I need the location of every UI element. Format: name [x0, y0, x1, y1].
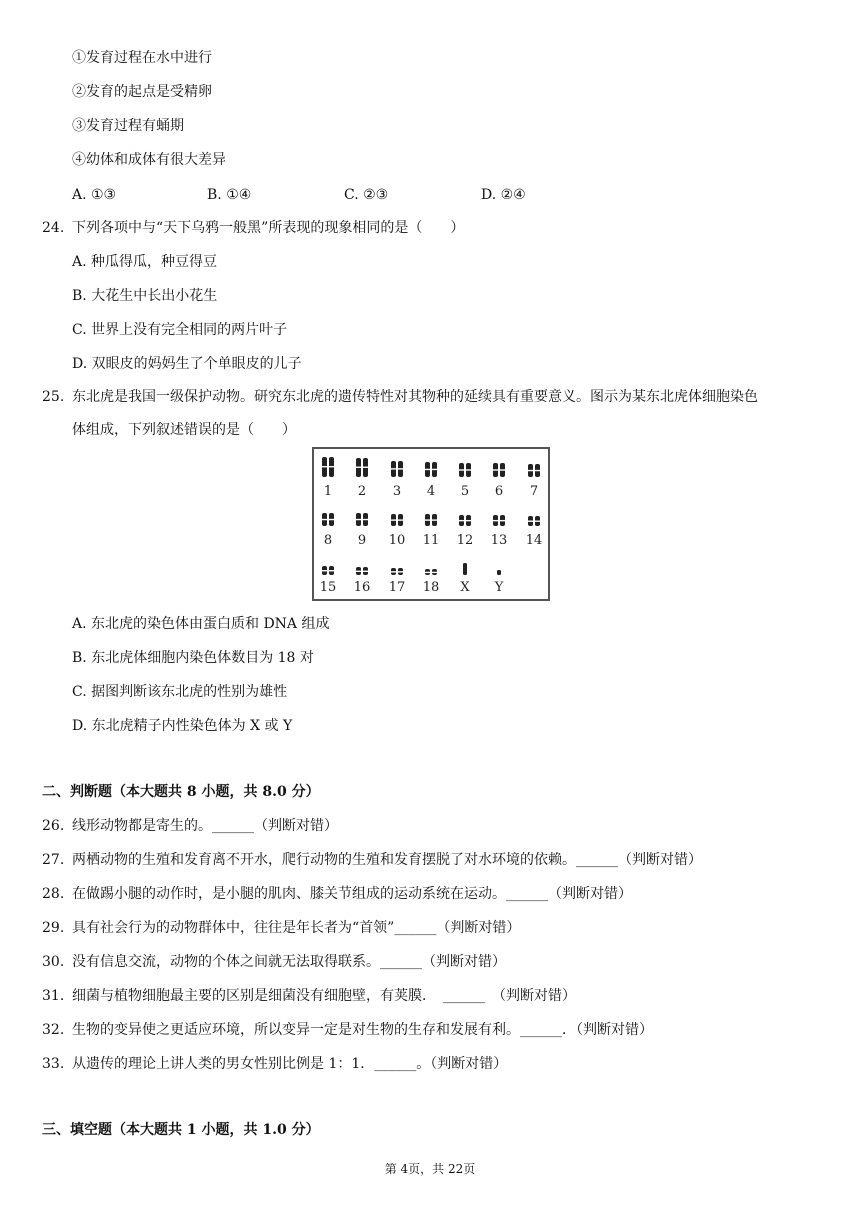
chromosome-label-10: 10 [388, 533, 406, 548]
q23-option-c: C. ②③ [344, 187, 389, 203]
q23-option-b: B. ①④ [207, 187, 252, 203]
q23-statement-3: ③发育过程有蛹期 [72, 118, 184, 134]
q23-statement-1: ①发育过程在水中进行 [72, 50, 212, 66]
q26-text: 线形动物都是寄生的。______（判断对错） [72, 818, 338, 834]
chromosome-label-3: 3 [392, 484, 402, 499]
q24-option-a: A. 种瓜得瓜，种豆得豆 [72, 254, 218, 270]
section-2-heading: 二、判断题（本大题共 8 小题，共 8.0 分） [42, 784, 320, 800]
chromosome-label-7: 7 [529, 484, 539, 499]
q23-statement-4: ④幼体和成体有很大差异 [72, 152, 226, 168]
q33-text: 从遗传的理论上讲人类的男女性别比例是 1：1．______。（判断对错） [72, 1056, 508, 1072]
chromosome-pair-10 [391, 514, 403, 526]
chromosome-pair-12 [459, 515, 471, 526]
q31-text: 细菌与植物细胞最主要的区别是细菌没有细胞壁，有荚膜． ______ （判断对错） [72, 988, 576, 1004]
page-footer: 第 4页，共 22页 [384, 1162, 476, 1176]
chromosome-pair-3 [391, 461, 403, 477]
q26-number: 26. [42, 818, 65, 834]
chromosome-label-12: 12 [456, 533, 474, 548]
chromosome-label-14: 14 [525, 533, 543, 548]
q32-text: 生物的变异使之更适应环境，所以变异一定是对生物的生存和发展有利。______．（判断对错） [72, 1022, 653, 1038]
q24-option-c: C. 世界上没有完全相同的两片叶子 [72, 322, 288, 338]
chromosome-pair-2 [356, 458, 368, 477]
chromosome-pair-7 [528, 464, 540, 477]
chromosome-label-13: 13 [490, 533, 508, 548]
q24-stem: 下列各项中与“天下乌鸦一般黑”所表现的现象相同的是（ ） [72, 220, 465, 236]
chromosome-pair-8 [322, 513, 334, 526]
q28-number: 28. [42, 886, 65, 902]
q33-number: 33. [42, 1056, 65, 1072]
karyotype-diagram [314, 449, 548, 599]
q25-stem-line1: 东北虎是我国一级保护动物。研究东北虎的遗传特性对其物种的延续具有重要意义。图示为某东北虎体细胞染色 [72, 389, 758, 405]
q27-number: 27. [42, 852, 65, 868]
q31-number: 31. [42, 988, 65, 1004]
chromosome-pair-16 [356, 567, 368, 575]
chromosome-label-11: 11 [422, 533, 440, 548]
q29-number: 29. [42, 920, 65, 936]
chromosome-pair-13 [493, 515, 505, 526]
chromosome-pair-1 [322, 457, 334, 477]
q25-option-c: C. 据图判断该东北虎的性别为雄性 [72, 684, 288, 700]
q30-text: 没有信息交流，动物的个体之间就无法取得联系。______（判断对错） [72, 954, 506, 970]
q24-option-b: B. 大花生中长出小花生 [72, 288, 218, 304]
chromosome-pair-y [497, 570, 501, 575]
q24-number: 24. [42, 220, 65, 236]
q25-stem-line2: 体组成，下列叙述错误的是（ ） [72, 422, 296, 438]
q25-number: 25. [42, 389, 65, 405]
q24-option-d: D. 双眼皮的妈妈生了个单眼皮的儿子 [72, 356, 302, 372]
chromosome-label-2: 2 [357, 484, 367, 499]
chromosome-label-5: 5 [460, 484, 470, 499]
q28-text: 在做踢小腿的动作时，是小腿的肌肉、膝关节组成的运动系统在运动。______（判断对错） [72, 886, 632, 902]
q23-statement-2: ②发育的起点是受精卵 [72, 84, 212, 100]
chromosome-label-6: 6 [494, 484, 504, 499]
chromosome-label-x: X [460, 580, 470, 595]
chromosome-pair-9 [356, 513, 368, 526]
chromosome-pair-x [463, 563, 467, 575]
chromosome-label-9: 9 [357, 533, 367, 548]
chromosome-pair-15 [322, 566, 334, 575]
karyotype-figure [312, 447, 550, 601]
section-3-heading: 三、填空题（本大题共 1 小题，共 1.0 分） [42, 1122, 320, 1138]
chromosome-label-8: 8 [323, 533, 333, 548]
chromosome-label-y: Y [494, 580, 504, 595]
chromosome-pair-5 [459, 463, 471, 477]
chromosome-pair-17 [391, 568, 403, 575]
chromosome-label-15: 15 [319, 580, 337, 595]
q32-number: 32. [42, 1022, 65, 1038]
chromosome-label-4: 4 [426, 484, 436, 499]
q29-text: 具有社会行为的动物群体中，往往是年长者为“首领”______（判断对错） [72, 920, 521, 936]
q27-text: 两栖动物的生殖和发育离不开水，爬行动物的生殖和发育摆脱了对水环境的依赖。______（判断对错） [72, 852, 702, 868]
chromosome-pair-6 [493, 463, 505, 477]
q23-option-d: D. ②④ [481, 187, 526, 203]
chromosome-label-1: 1 [323, 484, 333, 499]
q25-option-d: D. 东北虎精子内性染色体为 X 或 Y [72, 718, 293, 734]
q30-number: 30. [42, 954, 65, 970]
chromosome-label-18: 18 [422, 580, 440, 595]
q23-option-a: A. ①③ [72, 187, 117, 203]
q25-option-a: A. 东北虎的染色体由蛋白质和 DNA 组成 [72, 616, 330, 632]
chromosome-pair-11 [425, 514, 437, 526]
chromosome-pair-4 [425, 462, 437, 477]
chromosome-pair-18 [425, 569, 437, 575]
q25-option-b: B. 东北虎体细胞内染色体数目为 18 对 [72, 650, 314, 666]
chromosome-label-17: 17 [388, 580, 406, 595]
chromosome-label-16: 16 [353, 580, 371, 595]
chromosome-pair-14 [528, 516, 540, 526]
